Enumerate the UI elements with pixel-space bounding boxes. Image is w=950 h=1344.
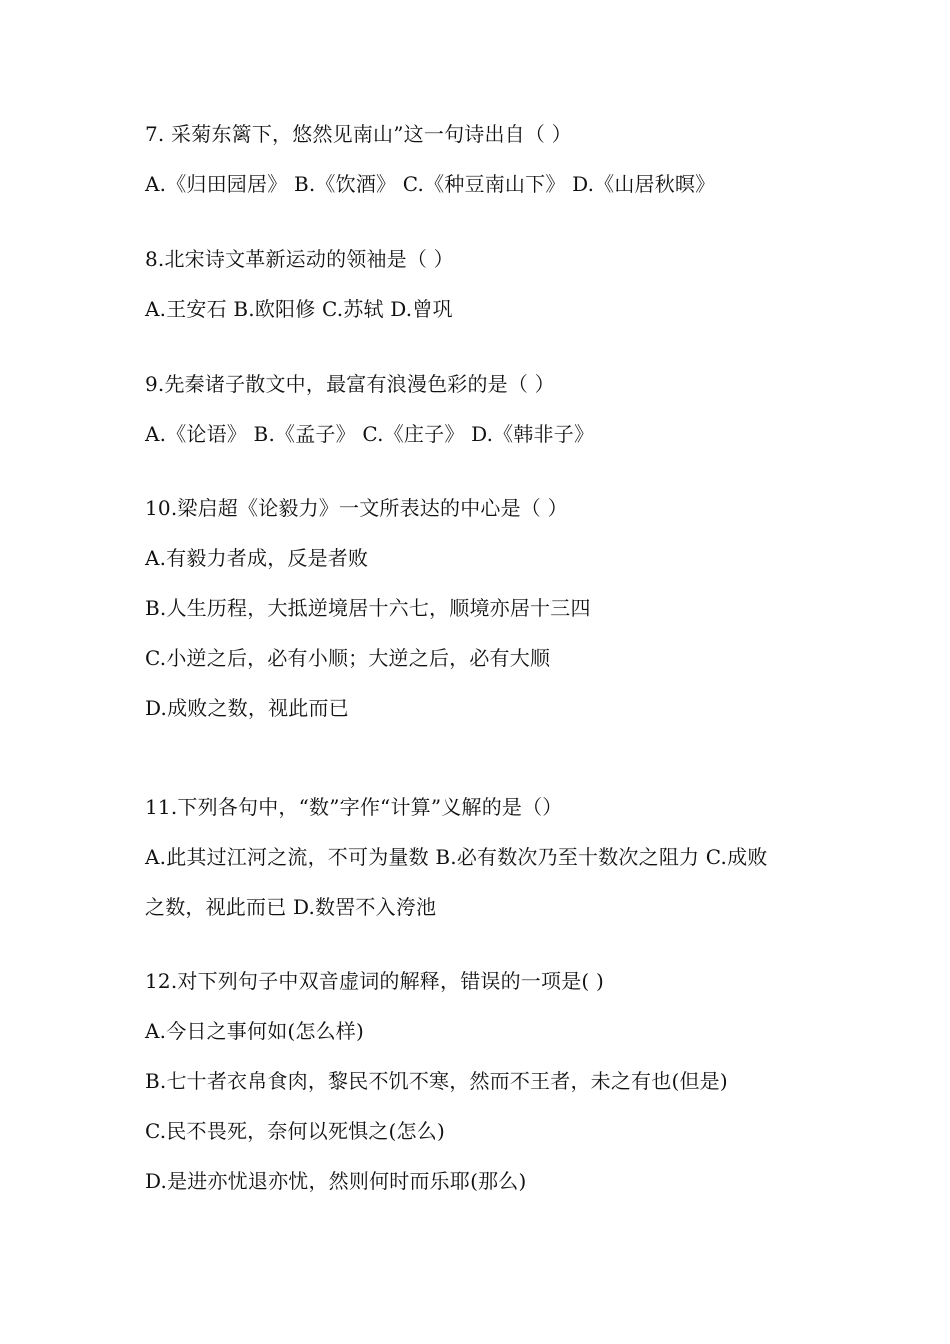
question-12-option-c: C.民不畏死，奈何以死惧之(怎么) [145, 1119, 445, 1143]
question-9-options: A.《论语》 B.《孟子》 C.《庄子》 D.《韩非子》 [145, 422, 595, 446]
question-11-options-line-2: 之数，视此而已 D.数罟不入洿池 [145, 895, 437, 919]
question-11-options-line-1: A.此其过江河之流，不可为量数 B.必有数次乃至十数次之阻力 C.成败 [145, 845, 768, 869]
question-10-option-c: C.小逆之后，必有小顺；大逆之后，必有大顺 [145, 646, 551, 670]
question-10-option-a: A.有毅力者成，反是者败 [145, 546, 369, 570]
question-7-options: A.《归田园居》 B.《饮酒》 C.《种豆南山下》 D.《山居秋暝》 [145, 172, 716, 196]
question-7-stem: 7. 采菊东篱下，悠然见南山”这一句诗出自（ ） [145, 122, 572, 146]
question-8-stem: 8.北宋诗文革新运动的领袖是（ ） [145, 247, 454, 271]
question-10-option-b: B.人生历程，大抵逆境居十六七，顺境亦居十三四 [145, 596, 591, 620]
question-12-option-d: D.是进亦忧退亦忧，然则何时而乐耶(那么) [145, 1169, 527, 1193]
question-10-stem: 10.梁启超《论毅力》一文所表达的中心是（ ） [145, 496, 568, 520]
question-9-stem: 9.先秦诸子散文中，最富有浪漫色彩的是（ ） [145, 372, 555, 396]
question-12-option-a: A.今日之事何如(怎么样) [145, 1019, 365, 1043]
question-12-option-b: B.七十者衣帛食肉，黎民不饥不寒，然而不王者，未之有也(但是) [145, 1069, 728, 1093]
question-11-stem: 11.下列各句中，“数”字作“计算”义解的是（） [145, 795, 563, 819]
question-10-option-d: D.成败之数，视此而已 [145, 696, 349, 720]
question-12-stem: 12.对下列句子中双音虚词的解释，错误的一项是( ) [145, 969, 604, 993]
question-8-options: A.王安石 B.欧阳修 C.苏轼 D.曾巩 [145, 297, 453, 321]
